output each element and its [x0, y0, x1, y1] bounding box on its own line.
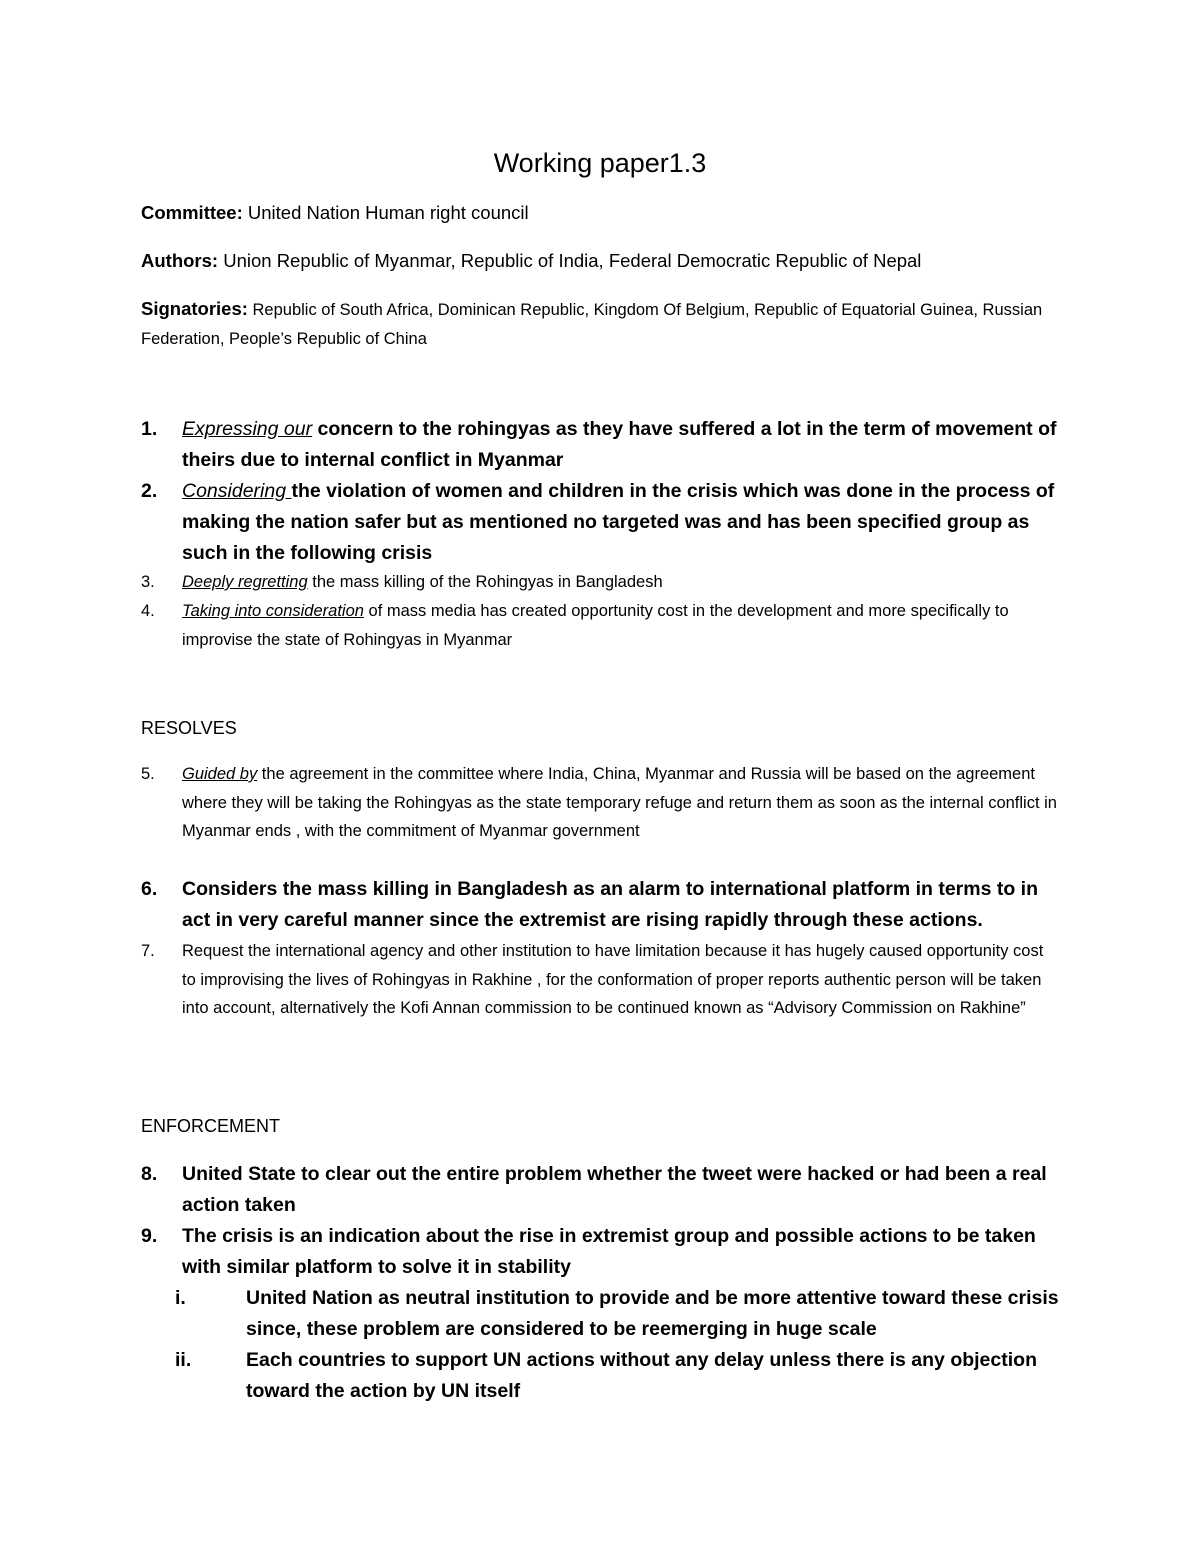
preamble-clause-4 — [141, 597, 1061, 654]
enforcement-clause-8 — [141, 1159, 1061, 1221]
clause-text: Considers the mass killing in Bangladesh as an alarm to international platform in terms to in act in very careful manner since the extremist are rising rapidly through these actions. — [182, 878, 1039, 931]
clause-text: The crisis is an indication about the rise in extremist group and possible actions to be taken with similar platform to solve it in stability — [182, 1225, 1036, 1278]
authors-label: Authors: — [141, 250, 219, 271]
clause-text: concern to the rohingyas as they have suffered a lot in the term of movement of theirs due to internal conflict in Myanmar — [182, 418, 1057, 471]
subclause-text: United Nation as neutral institution to provide and be more attentive toward these crisis since, these problem are considered to be reemerging in huge scale — [246, 1287, 1059, 1340]
committee-line — [141, 199, 1061, 227]
clause-lead: Guided by — [182, 765, 258, 783]
clause-number: 7. — [141, 942, 155, 960]
committee-label: Committee: — [141, 202, 243, 223]
signatories-label: Signatories: — [141, 298, 248, 319]
clause-number: 5. — [141, 765, 155, 783]
clause-lead: Considering — [182, 480, 292, 502]
clause-text: the agreement in the committee where India, China, Myanmar and Russia will be based on the agreement where they will be taking the Rohingyas as the state temporary refuge and return them as soon as the internal conflict in Myanmar ends , with the commitment of Myanmar government — [182, 765, 1057, 840]
clause-number: 4. — [141, 602, 155, 620]
clause-number: 2. — [141, 480, 158, 502]
authors-value: Union Republic of Myanmar, Republic of India, Federal Democratic Republic of Nepal — [218, 250, 922, 271]
subclause-text: Each countries to support UN actions without any delay unless there is any objection toward the action by UN itself — [246, 1349, 1037, 1402]
resolves-clause-7 — [141, 937, 1061, 1023]
enforcement-clause-9 — [141, 1221, 1061, 1283]
resolves-heading: RESOLVES — [141, 718, 237, 738]
authors-line — [141, 247, 1061, 275]
resolves-clause-6 — [141, 874, 1061, 936]
committee-value: United Nation Human right council — [242, 202, 529, 223]
preamble-clause-3 — [141, 568, 1061, 597]
clause-lead: Deeply regretting — [182, 573, 308, 591]
enforcement-heading: ENFORCEMENT — [141, 1116, 280, 1136]
preamble-clause-2 — [141, 476, 1061, 569]
signatories-value: Republic of South Africa, Dominican Republic, Kingdom Of Belgium, Republic of Equatorial Guinea, Russian Federation, People’s Republic of China — [141, 301, 1043, 348]
subclause-number: ii. — [175, 1349, 192, 1371]
clause-number: 8. — [141, 1163, 158, 1185]
signatories-line — [141, 294, 1061, 354]
clause-number: 6. — [141, 878, 158, 900]
resolves-clause-5 — [141, 760, 1061, 846]
clause-number: 1. — [141, 418, 158, 440]
preamble-clause-1 — [141, 414, 1061, 476]
clause-text: Request the international agency and other institution to have limitation because it has hugely caused opportunity cost to improvising the lives of Rohingyas in Rakhine , for the conformation of proper reports authentic person will be taken into account, alternatively the Kofi Annan commission to be continued known as “Advisory Commission on Rakhine” — [182, 942, 1044, 1017]
clause-text: the violation of women and children in the crisis which was done in the process of making the nation safer but as mentioned no targeted was and has been specified group as such in the following crisis — [182, 480, 1055, 564]
subclause-number: i. — [175, 1287, 186, 1309]
document-title: Working paper1.3 — [493, 148, 707, 178]
clause-number: 3. — [141, 573, 155, 591]
clause-text: of mass media has created opportunity cost in the development and more specifically to improvise the state of Rohingyas in Myanmar — [182, 602, 1009, 649]
clause-lead: Taking into consideration — [182, 602, 364, 620]
clause-number: 9. — [141, 1225, 158, 1247]
enforcement-subclause-i — [141, 1283, 1061, 1345]
clause-lead: Expressing our — [182, 418, 313, 440]
enforcement-subclause-ii — [141, 1345, 1061, 1407]
clause-text: United State to clear out the entire problem whether the tweet were hacked or had been a real action taken — [182, 1163, 1047, 1216]
clause-text: the mass killing of the Rohingyas in Bangladesh — [307, 573, 663, 591]
